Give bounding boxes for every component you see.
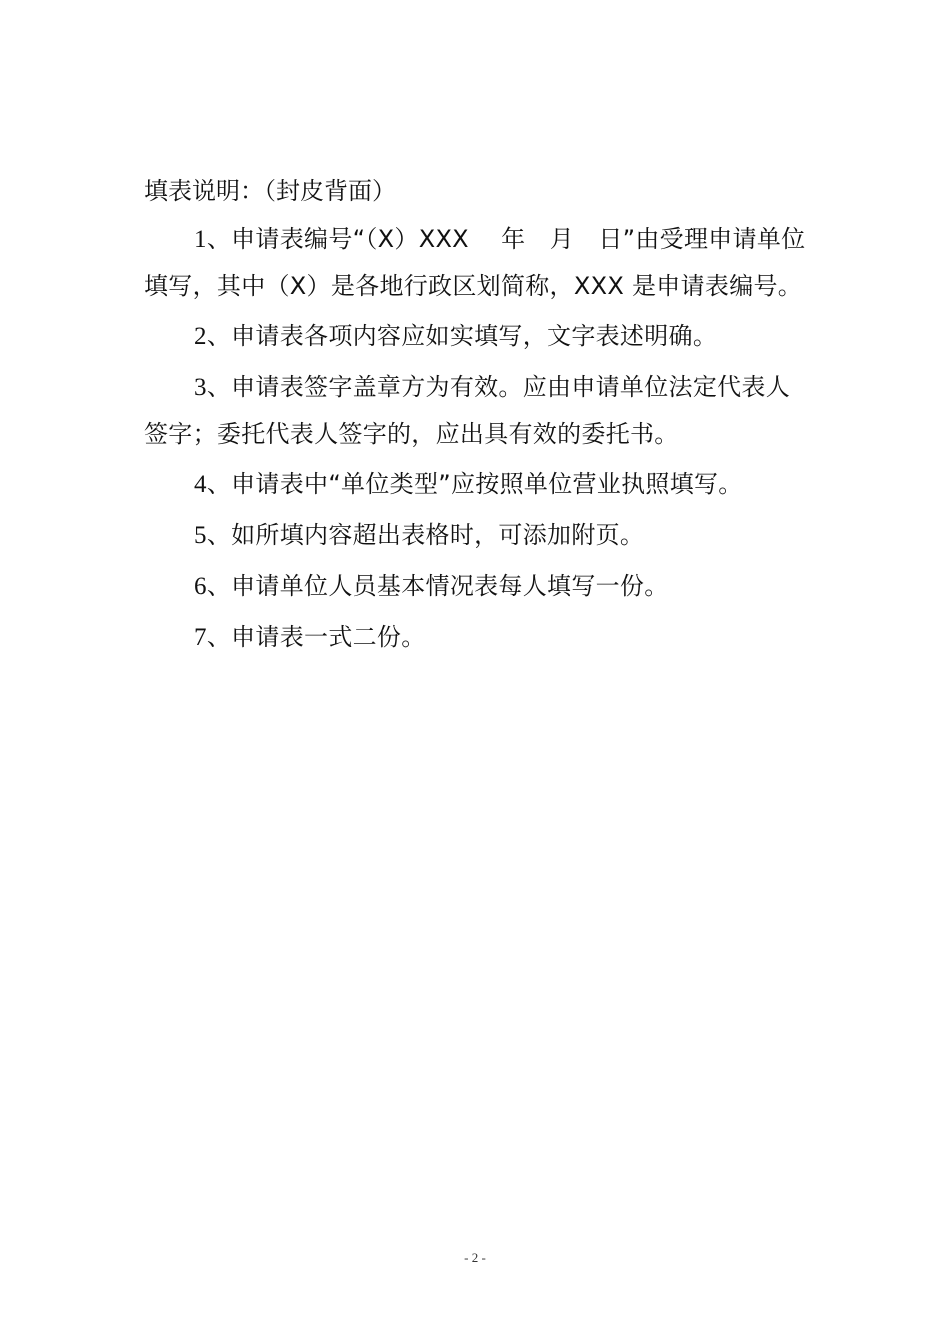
- item-separator: 、: [206, 470, 232, 498]
- item-number: 3: [194, 374, 207, 401]
- item-number: 2: [194, 323, 207, 350]
- item-number: 4: [194, 471, 207, 498]
- item-text: 申请表一式二份。: [231, 623, 426, 651]
- instruction-item-1: [144, 216, 810, 309]
- instruction-item-2: [144, 313, 810, 360]
- instruction-item-7: [144, 614, 810, 661]
- item-number: 6: [194, 573, 207, 600]
- item-separator: 、: [206, 322, 232, 350]
- item-separator: 、: [206, 572, 232, 600]
- instructions-heading: 填表说明：（封皮背面）: [144, 177, 396, 205]
- item-text: 申请表中“单位类型”应按照单位营业执照填写。: [231, 470, 743, 498]
- item-separator: 、: [206, 623, 232, 651]
- item-text: 申请表签字盖章方为有效。应由申请单位法定代表人签字；委托代表人签字的，应出具有效的委托书。: [144, 373, 791, 448]
- instruction-item-5: [144, 512, 810, 559]
- instruction-item-3: [144, 364, 810, 457]
- item-number: 7: [194, 624, 207, 651]
- page-number: - 2 -: [464, 1250, 486, 1265]
- item-separator: 、: [206, 225, 232, 253]
- item-number: 5: [194, 522, 207, 549]
- item-separator: 、: [206, 373, 232, 401]
- item-text: 申请单位人员基本情况表每人填写一份。: [231, 572, 669, 600]
- item-separator: 、: [206, 521, 232, 549]
- item-text: 如所填内容超出表格时，可添加附页。: [231, 521, 645, 549]
- instructions-section: [144, 168, 810, 665]
- item-text: 申请表编号“（X）XXX 年 月 日”由受理申请单位填写，其中（X）是各地行政区划简称，XXX 是申请表编号。: [144, 225, 806, 300]
- item-number: 1: [194, 226, 207, 253]
- instruction-item-6: [144, 563, 810, 610]
- item-text: 申请表各项内容应如实填写，文字表述明确。: [231, 322, 718, 350]
- instruction-item-4: [144, 461, 810, 508]
